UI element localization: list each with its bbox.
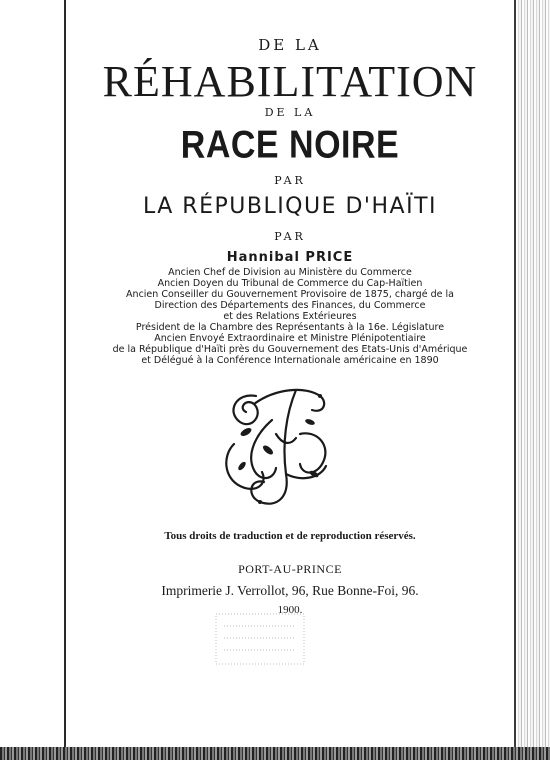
imprint-printer: Imprimerie J. Verrollot, 96, Rue Bonne-Foi, 96. xyxy=(161,583,419,598)
title-de-la-small: DE LA xyxy=(264,106,316,119)
author-name: Hannibal PRICE xyxy=(226,250,354,265)
author-credential: Ancien Doyen du Tribunal de Commerce du Cap-Haïtien xyxy=(157,278,423,289)
ornamental-monogram-icon xyxy=(216,374,338,512)
bottom-page-edge xyxy=(0,747,550,760)
imprint-city: PORT-AU-PRINCE xyxy=(238,562,342,576)
title-rehabilitation: RÉHABILITATION xyxy=(102,57,478,106)
author-credential: Direction des Départements des Finances, du Commerce xyxy=(154,300,426,311)
author-credential: Ancien Conseiller du Gouvernement Provisoire de 1875, chargé de la xyxy=(126,289,454,300)
author-credential: Président de la Chambre des Représentants à la 16e. Législature xyxy=(135,322,445,333)
author-credential: et des Relations Extérieures xyxy=(223,311,357,322)
author-credential: Ancien Envoyé Extraordinaire et Ministre Plénipotentiaire xyxy=(154,333,426,344)
author-credential: et Délégué à la Conférence Internationale américaine en 1890 xyxy=(141,355,439,366)
imprint-year: 1900. xyxy=(277,604,303,616)
faded-library-stamp-icon xyxy=(210,606,310,672)
title-republique-haiti: LA RÉPUBLIQUE D'HAÏTI xyxy=(142,194,437,219)
title-par: PAR xyxy=(274,174,306,187)
title-race-noire: RACE NOIRE xyxy=(180,123,400,167)
title-de-la: DE LA xyxy=(258,36,322,54)
author-par: PAR xyxy=(274,230,306,243)
author-credential: Ancien Chef de Division au Ministère du Commerce xyxy=(168,267,412,278)
rights-notice: Tous droits de traduction et de reproduction réservés. xyxy=(164,530,416,542)
author-credential: de la République d'Haïti près du Gouvernement des Etats-Unis d'Amérique xyxy=(112,344,468,355)
adjacent-pages-edge xyxy=(516,0,550,748)
